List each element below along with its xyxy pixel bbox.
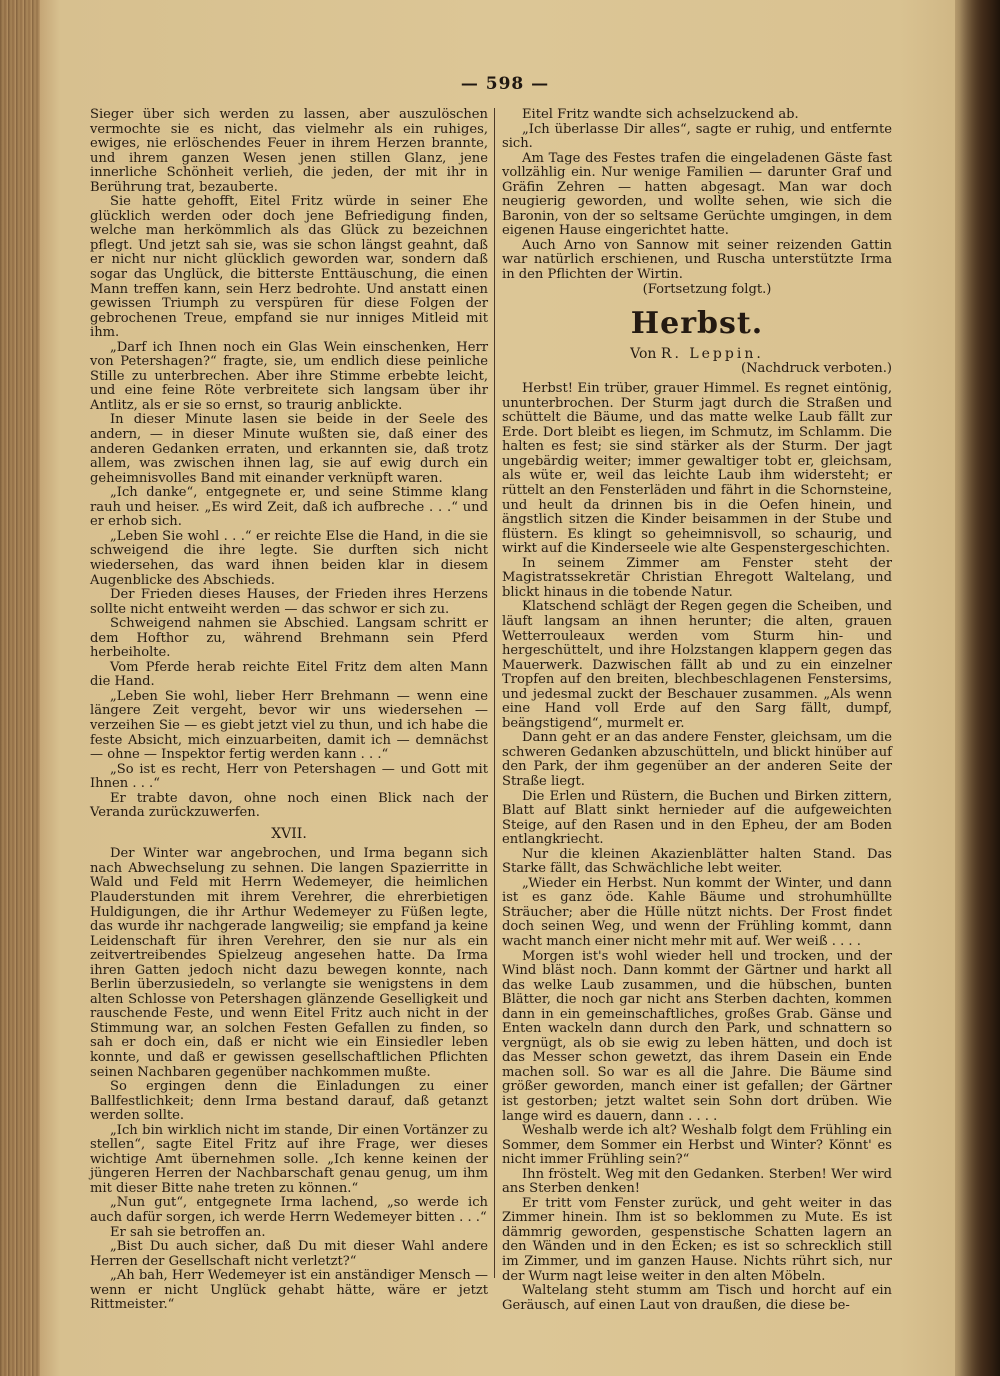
paragraph: Die Erlen und Rüstern, die Buchen und Birken zittern, Blatt auf Blatt sinkt hernieder auf die aufgeweichten Steige, auf den Rasen und in den Epheu, der am Boden entlangkriecht. — [502, 788, 892, 848]
paragraph: So ergingen denn die Einladungen zu einer Ballfestlichkeit; denn Irma bestand darauf, daß getanzt werden sollte. — [90, 1079, 488, 1124]
paragraph: In seinem Zimmer am Fenster steht der Magistratssekretär Christian Ehregott Waltelang, und blickt hinaus in die tobende Natur. — [502, 555, 892, 600]
paragraph: „Ah bah, Herr Wedemeyer ist ein anständiger Mensch — wenn er nicht Unglück gehabt hätte, wäre er jetzt Rittmeister.“ — [90, 1268, 488, 1313]
paragraph: Er trabte davon, ohne noch einen Blick nach der Veranda zurückzuwerfen. — [90, 790, 488, 821]
page-number: — 598 — — [460, 74, 550, 94]
paragraph: Herbst! Ein trüber, grauer Himmel. Es regnet eintönig, ununterbrochen. Der Sturm jagt durch die Straßen und schüttelt die Bäume, und das matte welke Laub fällt zur Erde. Dort bleibt es liegen, im Schmutz, im Schlamm. Die halten es fest; sie sind stärker als der Sturm. Der jagt ungebärdig weiter; immer gewaltiger tobt er, gleichsam, als wüte er, weil das leichte Laub ihm widersteht; er rüttelt an den Fensterläden und fährt in die Schornsteine, und heult da drinnen bis in die Oefen hinein, und ängstlich sitzen die Kinder beisammen in der Stube und flüstern. Es klingt so geheimnisvoll, so schaurig, und wirkt auf die Kinderseele wie alte Gespenstergeschichten. — [502, 381, 892, 557]
paragraph: Er tritt vom Fenster zurück, und geht weiter in das Zimmer hinein. Ihm ist so beklommen zu Mute. Es ist dämmrig geworden, gespenstische Schatten lagern an den Wänden und in den Ecken; es ist so schrecklich still im Zimmer, und im ganzen Hause. Nichts rührt sich, nur der Wurm nagt leise weiter in den alten Möbeln. — [502, 1195, 892, 1284]
paragraph: „Bist Du auch sicher, daß Du mit dieser Wahl andere Herren der Gesellschaft nicht verletzt?“ — [90, 1239, 488, 1269]
paragraph: „So ist es recht, Herr von Petershagen — und Gott mit Ihnen . . .“ — [90, 761, 488, 792]
page-edge-shadow — [955, 0, 1000, 1376]
paragraph: Sie hatte gehofft, Eitel Fritz würde in seiner Ehe glücklich werden oder doch jene Befriedigung finden, welche man herkömmlich als das Glück zu bezeichnen pflegt. Und jetzt sah sie, was sie schon längst geahnt, daß er nicht nur nicht glücklich geworden war, sondern daß sogar das Unglück, die bitterste Enttäuschung, die einen Mann treffen kann, sein Herz bedrohte. Und anstatt einen gewissen Triumph zu verspüren für diese Folgen der gebrochenen Treue, empfand sie nur inniges Mitleid mit ihm. — [90, 194, 488, 341]
paragraph: Sieger über sich werden zu lassen, aber auszulöschen vermochte sie es nicht, das vielmehr als ein ruhiges, ewiges, nie erlöschendes Feuer in ihrem Herzen brannte, und ihrem ganzen Wesen jenen stillen Glanz, jene innerliche Schönheit verlieh, die jeden, der mit ihr in Berührung trat, bezauberte. — [90, 107, 488, 195]
paragraph: Nur die kleinen Akazienblätter halten Stand. Das Starke fällt, das Schwächliche lebt weiter. — [502, 846, 892, 877]
left-column — [90, 108, 488, 1313]
byline-prefix: Von — [630, 346, 657, 363]
paragraph: Auch Arno von Sannow mit seiner reizenden Gattin war natürlich erschienen, und Ruscha unterstützte Irma in den Pflichten der Wirtin. — [502, 237, 892, 283]
paragraph: Weshalb werde ich alt? Weshalb folgt dem Frühling ein Sommer, dem Sommer ein Herbst und Winter? Könnt' es nicht immer Frühling sein?“ — [502, 1123, 892, 1168]
paragraph: Er sah sie betroffen an. — [110, 1224, 266, 1240]
paragraph: „Darf ich Ihnen noch ein Glas Wein einschenken, Herr von Petershagen?“ fragte, sie, um endlich diese peinliche Stille zu unterbrechen. Aber ihre Stimme erbebte leicht, und eine feine Röte verbreitete sich langsam über ihr Antlitz, als er sie so ernst, so traurig anblickte. — [90, 339, 488, 413]
paragraph: „Ich bin wirklich nicht im stande, Dir einen Vortänzer zu stellen“, sagte Eitel Fritz auf ihre Frage, wer dieses wichtige Amt übernehmen solle. „Ich kenne keinen der jüngeren Herren der Nachbarschaft genau genug, um ihm mit dieser Bitte nahe treten zu können.“ — [90, 1122, 488, 1196]
paragraph: „Ich danke“, entgegnete er, und seine Stimme klang rauh und heiser. „Es wird Zeit, daß ich aufbreche . . .“ und er erhob sich. — [90, 485, 488, 530]
book-binding — [0, 0, 40, 1376]
column-divider — [494, 108, 495, 1278]
paragraph: Der Frieden dieses Hauses, der Frieden ihres Herzens sollte nicht entweiht werden — das schwor er sich zu. — [90, 587, 488, 617]
byline-author: R. Leppin. — [660, 346, 764, 363]
paragraph: Ihn fröstelt. Weg mit den Gedanken. Sterben! Wer wird ans Sterben denken! — [502, 1166, 892, 1197]
paragraph: „Ich überlasse Dir alles“, sagte er ruhig, und entfernte sich. — [502, 121, 892, 152]
paragraph: „Leben Sie wohl, lieber Herr Brehmann — wenn eine längere Zeit vergeht, bevor wir uns wiedersehen — verzeihen Sie — es giebt jetzt viel zu thun, und ich habe die feste Absicht, mich einzuarbeiten, damit ich — demnächst — ohne — Inspektor fertig werden kann . . .“ — [90, 688, 488, 763]
reprint-notice: (Nachdruck verboten.) — [740, 360, 892, 376]
paragraph: Schweigend nahmen sie Abschied. Langsam schritt er dem Hofthor zu, während Brehmann sein Pferd herbeiholte. — [90, 616, 488, 661]
paragraph: „Wieder ein Herbst. Nun kommt der Winter, und dann ist es ganz öde. Kahle Bäume und strohumhüllte Sträucher; aber die Hülle nützt nichts. Der Frost findet doch seinen Weg, und wenn der Frühling kommt, dann wacht manch einer nicht mehr mit auf. Wer weiß . . . . — [502, 875, 892, 949]
right-column — [502, 108, 892, 1313]
paragraph: In dieser Minute lasen sie beide in der Seele des andern, — in dieser Minute wußten sie, daß einer des anderen Gedanken erraten, und erkannten sie, daß trotz allem, was zwischen ihnen lag, sie auf ewig durch ein geheimnisvolles Band mit einander verknüpft waren. — [90, 412, 488, 486]
paragraph: Waltelang steht stumm am Tisch und horcht auf ein Geräusch, auf einen Laut von draußen, die diese be- — [502, 1283, 892, 1313]
chapter-heading: XVII. — [271, 825, 307, 842]
byline — [502, 347, 892, 362]
paragraph: Morgen ist's wohl wieder hell und trocken, und der Wind bläst noch. Dann kommt der Gärtner und harkt all das welke Laub zusammen, und die hübschen, bunten Blätter, die noch gar nicht ans Sterben dachten, kommen dann in ein gemeinschaftliches, großes Grab. Gänse und Enten wackeln dann durch den Park, und schnattern so vergnügt, als ob sie ewig zu leben hätten, und doch ist das Messer schon gewetzt, das ihrem Dasein ein Ende machen soll. So war es all die Jahre. Die Bäume sind größer geworden, manch einer ist gefallen; der Gärtner ist gestorben; jetzt waltet sein Sohn dort drüben. Wie lange wird es dauern, dann . . . . — [502, 948, 892, 1124]
paragraph: Dann geht er an das andere Fenster, gleichsam, um die schweren Gedanken abzuschütteln, und blickt hinüber auf den Park, der ihm gegenüber an der anderen Seite der Straße liegt. — [502, 730, 892, 789]
article-title: Herbst. — [630, 306, 764, 342]
paragraph: Vom Pferde herab reichte Eitel Fritz dem alten Mann die Hand. — [90, 659, 488, 690]
paragraph: Eitel Fritz wandte sich achselzuckend ab. — [522, 107, 799, 122]
paragraph: Am Tage des Festes trafen die eingeladenen Gäste fast vollzählig ein. Nur wenige Familien — darunter Graf und Gräfin Zehren — hatten abgesagt. Man war doch neugierig geworden, und wollte sehen, wie sich die Baronin, von der so seltsame Gerüchte umgingen, in dem eigenen Hause eingerichtet hatte. — [502, 150, 892, 239]
paragraph: „Nun gut“, entgegnete Irma lachend, „so werde ich auch dafür sorgen, ich werde Herrn Wedemeyer bitten . . .“ — [90, 1195, 488, 1226]
paragraph: Klatschend schlägt der Regen gegen die Scheiben, und läuft langsam an ihnen herunter; die alten, grauen Wetterrouleaux werden vom Sturm hin- und hergeschüttelt, und ihre Holzstangen klappern gegen das Mauerwerk. Dazwischen fällt ab und zu ein einzelner Tropfen auf den breiten, blechbeschlagenen Fenstersims, und jedesmal zuckt der Beschauer zusammen. „Als wenn eine Hand voll Erde auf den Sarg fällt, dumpf, beängstigend“, murmelt er. — [502, 599, 892, 731]
continuation-note: (Fortsetzung folgt.) — [642, 281, 772, 297]
paragraph: Der Winter war angebrochen, und Irma begann sich nach Abwechselung zu sehnen. Die langen Spazierritte in Wald und Feld mit Herrn Wedemeyer, die heimlichen Plauderstunden mit ihrem Verehrer, die ehrerbietigen Huldigungen, die ihr Arthur Wedemeyer zu Füßen legte, das wurde ihr nachgerade langweilig; sie empfand ja keine Leidenschaft für ihren Verehrer, den sie nur als ein zeitvertreibendes Spielzeug angesehen hatte. Da Irma ihren Gatten jedoch nicht dazu bewegen konnte, nach Berlin überzusiedeln, so verlangte sie wenigstens in dem alten Schlosse von Petershagen glänzende Geselligkeit und rauschende Feste, und wenn Eitel Fritz auch nicht in der Stimmung war, an solchen Festen Gefallen zu finden, so sah er doch ein, daß er nicht wie ein Einsiedler leben konnte, und daß er gewissen gesellschaftlichen Pflichten seinen Nachbaren gegenüber nachkommen mußte. — [90, 846, 488, 1080]
paragraph: „Leben Sie wohl . . .“ er reichte Else die Hand, in die sie schweigend die ihre legte. Sie durften sich nicht wiedersehen, das ward ihnen beiden klar in diesem Augenblicke des Abschieds. — [90, 528, 488, 588]
